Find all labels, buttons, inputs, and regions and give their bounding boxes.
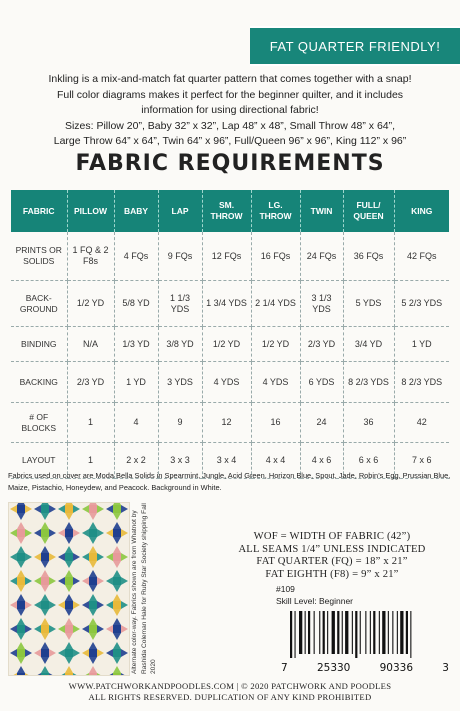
quilt-block	[82, 618, 104, 640]
spec-line: FAT QUARTER (FQ) = 18” x 21”	[256, 556, 408, 567]
column-header: KING	[394, 190, 449, 232]
quilt-block	[10, 642, 32, 664]
barcode-bar	[410, 611, 411, 658]
table-cell: 36	[343, 403, 394, 443]
barcode-bar	[406, 611, 408, 654]
column-header: FULL/ QUEEN	[343, 190, 394, 232]
barcode-bar	[373, 611, 375, 654]
barcode-bar	[332, 611, 335, 654]
table-header-row	[11, 190, 449, 232]
row-label: LAYOUT	[11, 443, 67, 479]
table-cell: 24	[300, 403, 343, 443]
quilt-block	[58, 570, 80, 592]
table-cell: 24 FQs	[300, 232, 343, 281]
table-cell: 1 FQ & 2 F8s	[67, 232, 114, 281]
cover-fabrics-note: Fabrics used on cover are Moda Bella Solids in Spearmint, Jungle, Acid Green, Horizon Blue, Spout, Jade, Robin’s Egg, Prussian Blue, Maize, Pistachio, Honeydew, and Peacock. Background in White.	[8, 471, 451, 492]
barcode-bar	[388, 611, 389, 654]
table-cell: 1	[67, 443, 114, 479]
table-cell: 1/3 YD	[114, 327, 158, 362]
table-cell: 1/2 YD	[202, 327, 251, 362]
quilt-illustration	[9, 503, 129, 675]
quilt-block	[106, 642, 128, 664]
table-cell: 6 x 6	[343, 443, 394, 479]
table-cell: 42	[394, 403, 449, 443]
quilt-block	[82, 546, 104, 568]
quilt-block	[106, 618, 128, 640]
barcode-bar	[360, 611, 361, 654]
table-cell: N/A	[67, 327, 114, 362]
quilt-block	[58, 546, 80, 568]
table-cell: 5/8 YD	[114, 281, 158, 327]
barcode-digit-group: 90336	[379, 662, 414, 674]
quilt-block	[34, 618, 56, 640]
barcode-bar	[342, 611, 343, 654]
table-cell: 9 FQs	[158, 232, 202, 281]
table-cell: 1/2 YD	[251, 327, 300, 362]
column-header: PILLOW	[67, 190, 114, 232]
table-cell: 9	[158, 403, 202, 443]
row-label: PRINTS OR SOLIDS	[11, 232, 67, 281]
barcode-number	[281, 662, 449, 674]
table-cell: 4 YDS	[251, 362, 300, 403]
barcode-digit-group: 3	[442, 662, 449, 674]
quilt-block	[10, 503, 32, 520]
table-cell: 3 x 3	[158, 443, 202, 479]
quilt-block	[34, 642, 56, 664]
pattern-description	[12, 72, 448, 150]
alternate-colorway-credit	[130, 502, 170, 674]
quilt-block	[58, 618, 80, 640]
quilt-block	[10, 546, 32, 568]
quilt-block	[82, 503, 104, 520]
table-row	[11, 362, 449, 403]
quilt-block	[82, 522, 104, 544]
table-row	[11, 327, 449, 362]
quilt-block	[10, 570, 32, 592]
table-cell: 1 YD	[394, 327, 449, 362]
sizes-line: Large Throw 64” x 64”, Twin 64” x 96”, Full/Queen 96” x 96”, King 112” x 96”	[53, 135, 407, 147]
footer-line: ALL RIGHTS RESERVED. DUPLICATION OF ANY KIND PROHIBITED	[88, 692, 372, 702]
fat-quarter-friendly-banner: FAT QUARTER FRIENDLY!	[250, 26, 460, 66]
table-cell: 3 x 4	[202, 443, 251, 479]
table-cell: 4 FQs	[114, 232, 158, 281]
barcode-bar	[319, 611, 320, 654]
table-cell: 4	[114, 403, 158, 443]
table-cell: 1 YD	[114, 362, 158, 403]
table-cell: 6 YDS	[300, 362, 343, 403]
row-label: BACK- GROUND	[11, 281, 67, 327]
table-cell: 42 FQs	[394, 232, 449, 281]
table-cell: 4 x 4	[251, 443, 300, 479]
intro-line: information for using directional fabric!	[141, 104, 319, 116]
table-cell: 1 1/3 YDS	[158, 281, 202, 327]
quilt-block	[82, 594, 104, 616]
quilt-block	[82, 570, 104, 592]
table-cell: 3 1/3 YDS	[300, 281, 343, 327]
barcode-bar	[337, 611, 339, 654]
quilt-block	[106, 503, 128, 520]
table-cell: 2 1/4 YDS	[251, 281, 300, 327]
barcode-bar	[299, 611, 302, 654]
table-cell: 8 2/3 YDS	[394, 362, 449, 403]
table-cell: 16 FQs	[251, 232, 300, 281]
barcode-bar	[397, 611, 398, 654]
quilt-block	[10, 594, 32, 616]
barcode-bar	[290, 611, 292, 658]
table-row	[11, 403, 449, 443]
quilt-block	[34, 666, 56, 675]
quilt-block	[82, 642, 104, 664]
table-cell: 3 YDS	[158, 362, 202, 403]
measurement-specs	[208, 531, 456, 581]
quilt-block	[106, 522, 128, 544]
table-cell: 5 YDS	[343, 281, 394, 327]
table-cell: 2 x 2	[114, 443, 158, 479]
barcode-digit-group: 25330	[316, 662, 351, 674]
copyright-footer	[0, 681, 460, 703]
credit-text: Alternate color-way. Fabrics shown are from Whatnot by Rashida Coleman Hale for Ruby Star Society shipping Fall 2020	[131, 503, 157, 674]
barcode-bar	[379, 611, 380, 654]
quilt-block	[58, 666, 80, 675]
footer-line: WWW.PATCHWORKANDPOODLES.COM | © 2020 PATCHWORK AND POODLES	[68, 681, 392, 691]
spec-line: WOF = WIDTH OF FABRIC (42”)	[253, 531, 411, 542]
table-cell: 1 3/4 YDS	[202, 281, 251, 327]
column-header: FABRIC	[11, 190, 67, 232]
quilt-block	[10, 522, 32, 544]
quilt-block	[34, 522, 56, 544]
fabric-requirements-table	[11, 190, 449, 479]
barcode-bar	[323, 611, 325, 654]
quilt-block	[58, 594, 80, 616]
quilt-block	[58, 642, 80, 664]
barcode-bar	[352, 611, 353, 654]
barcode-bar	[295, 611, 296, 658]
quilt-block	[34, 503, 56, 520]
intro-line: Inkling is a mix-and-match fat quarter pattern that comes together with a snap!	[48, 73, 412, 85]
table-cell: 7 x 6	[394, 443, 449, 479]
table-row	[11, 232, 449, 281]
barcode-bar	[392, 611, 393, 654]
quilt-block	[58, 522, 80, 544]
quilt-block	[10, 618, 32, 640]
spec-line: ALL SEAMS 1/4” UNLESS INDICATED	[238, 543, 426, 555]
table-cell: 16	[251, 403, 300, 443]
barcode-bar	[370, 611, 371, 654]
barcode-bar	[314, 611, 315, 654]
barcode-bar	[327, 611, 328, 654]
barcode-bar	[365, 611, 366, 654]
table-row	[11, 281, 449, 327]
column-header: TWIN	[300, 190, 343, 232]
table-cell: 12 FQs	[202, 232, 251, 281]
quilt-block	[106, 570, 128, 592]
barcode-bar	[355, 611, 357, 658]
sizes-line: Sizes: Pillow 20”, Baby 32” x 32”, Lap 48” x 48”, Small Throw 48” x 64”,	[64, 119, 396, 132]
alternate-quilt-image	[8, 502, 130, 676]
row-label: BACKING	[11, 362, 67, 403]
table-cell: 1	[67, 403, 114, 443]
table-cell: 3/4 YD	[343, 327, 394, 362]
table-cell: 8 2/3 YDS	[343, 362, 394, 403]
column-header: SM. THROW	[202, 190, 251, 232]
barcode-digit-group: 7	[281, 662, 288, 674]
quilt-block	[34, 570, 56, 592]
column-header: LG. THROW	[251, 190, 300, 232]
column-header: LAP	[158, 190, 202, 232]
quilt-block	[34, 546, 56, 568]
table-cell: 2/3 YD	[300, 327, 343, 362]
table-cell: 1/2 YD	[67, 281, 114, 327]
quilt-block	[106, 666, 128, 675]
table-cell: 2/3 YD	[67, 362, 114, 403]
row-label: # OF BLOCKS	[11, 403, 67, 443]
quilt-block	[34, 594, 56, 616]
table-cell: 5 2/3 YDS	[394, 281, 449, 327]
barcode-icon	[288, 611, 438, 658]
fabric-requirements-title: FABRIC REQUIREMENTS	[75, 151, 385, 176]
table-cell: 4 x 6	[300, 443, 343, 479]
quilt-block	[82, 666, 104, 675]
quilt-block	[58, 503, 80, 520]
quilt-block	[10, 666, 32, 675]
barcode-bar	[382, 611, 385, 654]
table-cell: 36 FQs	[343, 232, 394, 281]
barcode-bar	[305, 611, 306, 654]
row-label: BINDING	[11, 327, 67, 362]
barcode-bar	[308, 611, 310, 654]
column-header: BABY	[114, 190, 158, 232]
pattern-number: #109	[276, 584, 295, 594]
table-cell: 4 YDS	[202, 362, 251, 403]
skill-level: Skill Level: Beginner	[276, 596, 354, 606]
intro-line: Full color diagrams makes it perfect for the beginner quilter, and it includes	[56, 88, 404, 101]
barcode-bar	[400, 611, 403, 654]
quilt-block	[106, 546, 128, 568]
quilt-block	[106, 594, 128, 616]
barcode-bar	[345, 611, 348, 654]
table-cell: 3/8 YD	[158, 327, 202, 362]
table-cell: 12	[202, 403, 251, 443]
spec-line: FAT EIGHTH (F8) = 9” x 21”	[265, 568, 399, 580]
